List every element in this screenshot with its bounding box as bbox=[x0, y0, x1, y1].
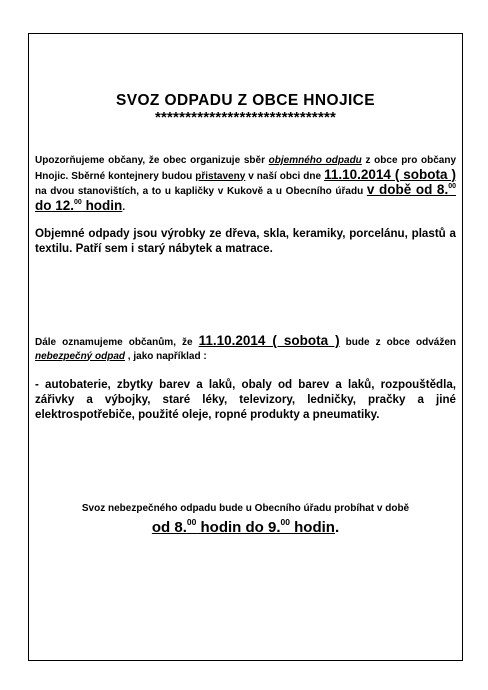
hazardous-waste-notice: Dále oznamujeme občanům, že 11.10.2014 ( sobota ) bude z obce odvážen nebezpečný odpad , jako například : bbox=[35, 333, 456, 362]
collection-hours: od 8.00 hodin do 9.00 hodin bbox=[151, 517, 335, 536]
hazardous-collection-info: Svoz nebezpečného odpadu bude u Obecního úřadu probíhat v době bbox=[81, 503, 410, 514]
collection-date: 11.10.2014 ( sobota ) bbox=[324, 166, 456, 182]
hazardous-collection-time: od 8.00 hodin do 9.00 hodin. bbox=[151, 517, 340, 536]
hazardous-waste-list: - autobaterie, zbytky barev a laků, obaly od barev a laků, rozpouštědla, zářivky a výbojky, staré léky, televizory, ledničky, pračky a jiné elektrospotřebiče, použité oleje, ropné produkty a pneumatiky. bbox=[35, 378, 456, 421]
bulky-waste-term: objemného odpadu bbox=[268, 155, 362, 166]
title-stars-divider: ****************************** bbox=[154, 109, 337, 126]
hazardous-collection-date: 11.10.2014 ( sobota ) bbox=[198, 333, 340, 348]
collection-time: v době od 8.00 do 12.00 hodin bbox=[35, 182, 456, 213]
bulky-waste-description: Objemné odpady jsou výrobky ze dřeva, skla, keramiky, porcelánu, plastů a textilu. Patří sem i starý nábytek a matrace. bbox=[35, 227, 456, 255]
page-title: SVOZ ODPADU Z OBCE HNOJICE bbox=[116, 92, 375, 109]
page-border bbox=[28, 33, 463, 661]
hazardous-waste-term: nebezpečný odpad bbox=[35, 350, 126, 362]
bulky-waste-notice: Upozorňujeme občany, že obec organizuje sběr objemného odpadu z obce pro občany Hnojic. Sběrné kontejnery budou přistaveny v naší obci dne 11.10.2014 ( sobota ) na dvou stanovištích, a to u kapličky v Kukově a u Obecního úřadu v době od 8.00 do 12.00 hodin. bbox=[35, 155, 457, 213]
